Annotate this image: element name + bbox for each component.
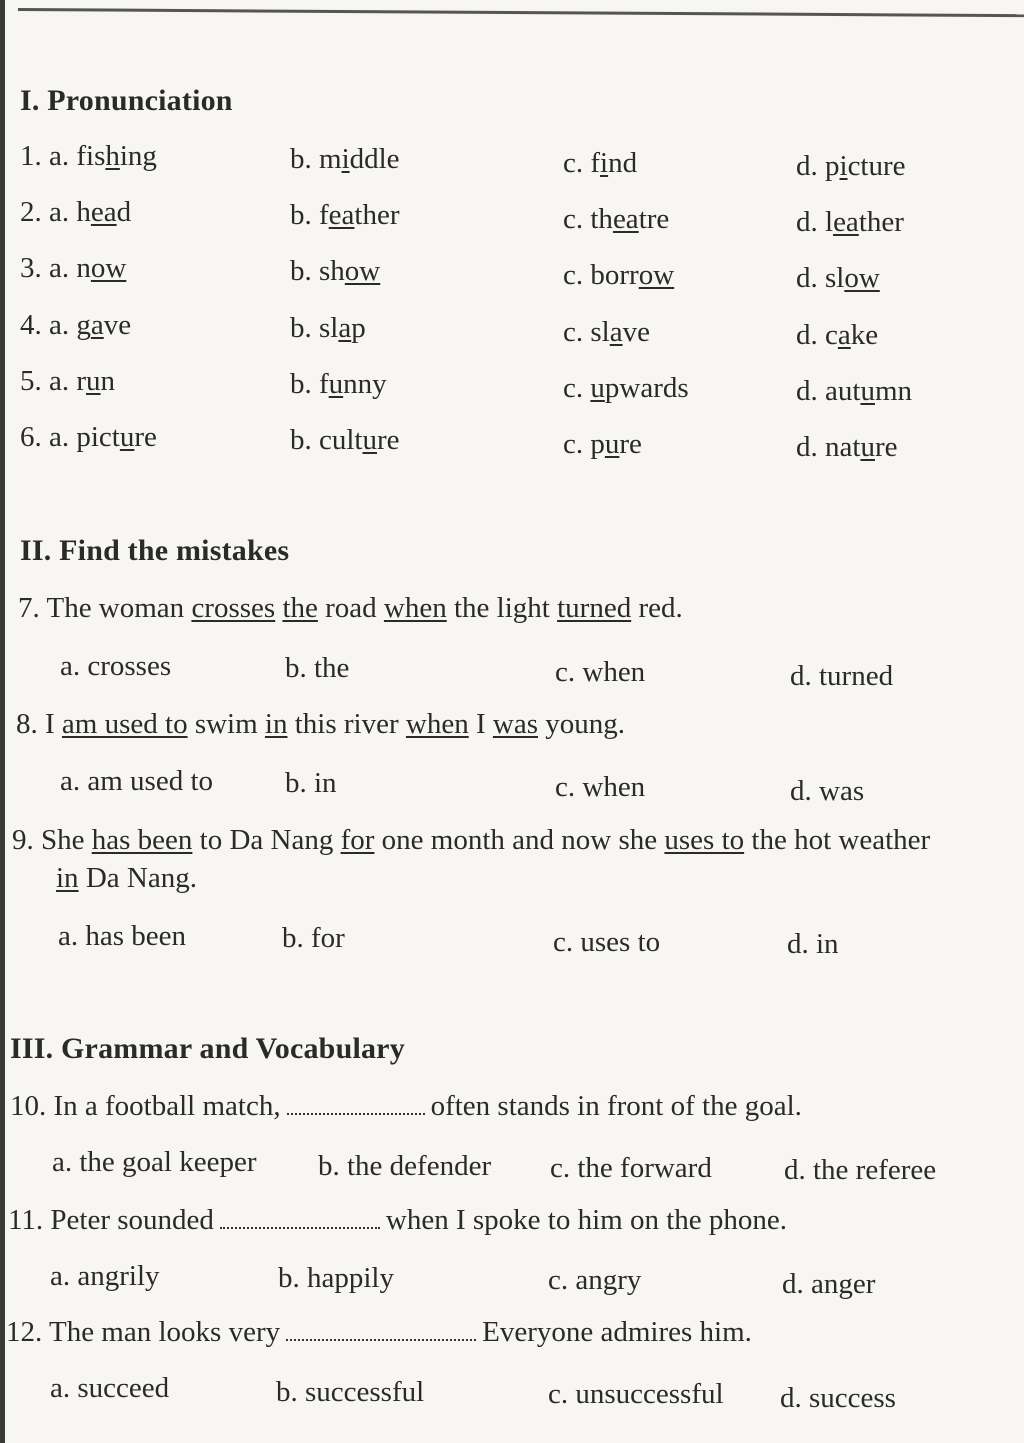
pron-option-a: 6. a. picture: [20, 421, 157, 453]
question-11: 11. Peter sounded when I spoke to him on the phone.: [8, 1204, 788, 1236]
answer-blank[interactable]: [286, 1338, 476, 1341]
q9-option-c: c. uses to: [553, 926, 661, 958]
q7-option-a: a. crosses: [60, 650, 172, 682]
q12-option-c: c. unsuccessful: [548, 1378, 724, 1410]
section-title-mistakes: II. Find the mistakes: [20, 534, 290, 567]
q10-option-c: c. the forward: [550, 1152, 712, 1184]
pron-option-d: d. leather: [796, 206, 904, 238]
pron-option-c: c. find: [563, 147, 638, 179]
question-9-line2: in Da Nang.: [56, 862, 197, 894]
pron-option-b: b. funny: [290, 368, 387, 400]
pron-option-d: d. cake: [796, 319, 879, 351]
question-8: 8. I am used to swim in this river when I was young.: [16, 708, 625, 740]
q7-option-b: b. the: [285, 652, 350, 684]
q8-option-d: d. was: [790, 775, 865, 807]
pron-option-b: b. culture: [290, 424, 400, 456]
pron-option-d: d. picture: [796, 150, 906, 182]
q8-option-b: b. in: [285, 767, 337, 799]
pron-option-c: c. borrow: [563, 259, 675, 291]
question-9: 9. She has been to Da Nang for one month and now she uses to the hot weather: [12, 824, 931, 856]
q11-option-c: c. angry: [548, 1264, 642, 1296]
pron-option-b: b. middle: [290, 143, 400, 175]
q7-option-d: d. turned: [790, 660, 894, 692]
section-title-grammar: III. Grammar and Vocabulary: [10, 1032, 405, 1065]
answer-blank[interactable]: [287, 1112, 425, 1115]
question-12: 12. The man looks very Everyone admires him.: [6, 1316, 752, 1348]
answer-blank[interactable]: [220, 1226, 380, 1229]
top-rule: [18, 8, 1024, 17]
pron-option-c: c. slave: [563, 316, 650, 348]
pron-option-a: 1. a. fishing: [20, 140, 157, 172]
pron-option-a: 4. a. gave: [20, 309, 132, 341]
pron-option-b: b. slap: [290, 312, 366, 344]
pron-option-c: c. pure: [563, 428, 642, 460]
q10-option-b: b. the defender: [318, 1150, 492, 1182]
pron-option-a: 5. a. run: [20, 365, 116, 397]
q10-option-a: a. the goal keeper: [52, 1146, 257, 1178]
q8-option-c: c. when: [555, 771, 646, 803]
pron-option-a: 2. a. head: [20, 196, 132, 228]
pron-option-a: 3. a. now: [20, 252, 127, 284]
q11-option-b: b. happily: [278, 1262, 394, 1294]
q10-option-d: d. the referee: [784, 1154, 937, 1186]
pron-option-d: d. slow: [796, 262, 880, 294]
pron-option-b: b. feather: [290, 199, 400, 231]
question-10: 10. In a football match, often stands in front of the goal.: [10, 1090, 802, 1122]
q9-option-b: b. for: [282, 922, 345, 954]
page-edge: [0, 0, 5, 1443]
q12-option-b: b. successful: [276, 1376, 425, 1408]
q8-option-a: a. am used to: [60, 765, 214, 797]
q9-option-d: d. in: [787, 928, 839, 960]
question-7: 7. The woman crosses the road when the light turned red.: [18, 592, 683, 624]
pron-option-d: d. nature: [796, 431, 898, 463]
q12-option-a: a. succeed: [50, 1372, 170, 1404]
q9-option-a: a. has been: [58, 920, 187, 952]
pron-option-c: c. theatre: [563, 203, 670, 235]
pron-option-b: b. show: [290, 255, 381, 287]
pron-option-c: c. upwards: [563, 372, 689, 404]
section-title-pronunciation: I. Pronunciation: [20, 84, 233, 117]
q12-option-d: d. success: [780, 1382, 896, 1414]
q11-option-a: a. angrily: [50, 1260, 160, 1292]
q11-option-d: d. anger: [782, 1268, 876, 1300]
pron-option-d: d. autumn: [796, 375, 912, 407]
q7-option-c: c. when: [555, 656, 646, 688]
